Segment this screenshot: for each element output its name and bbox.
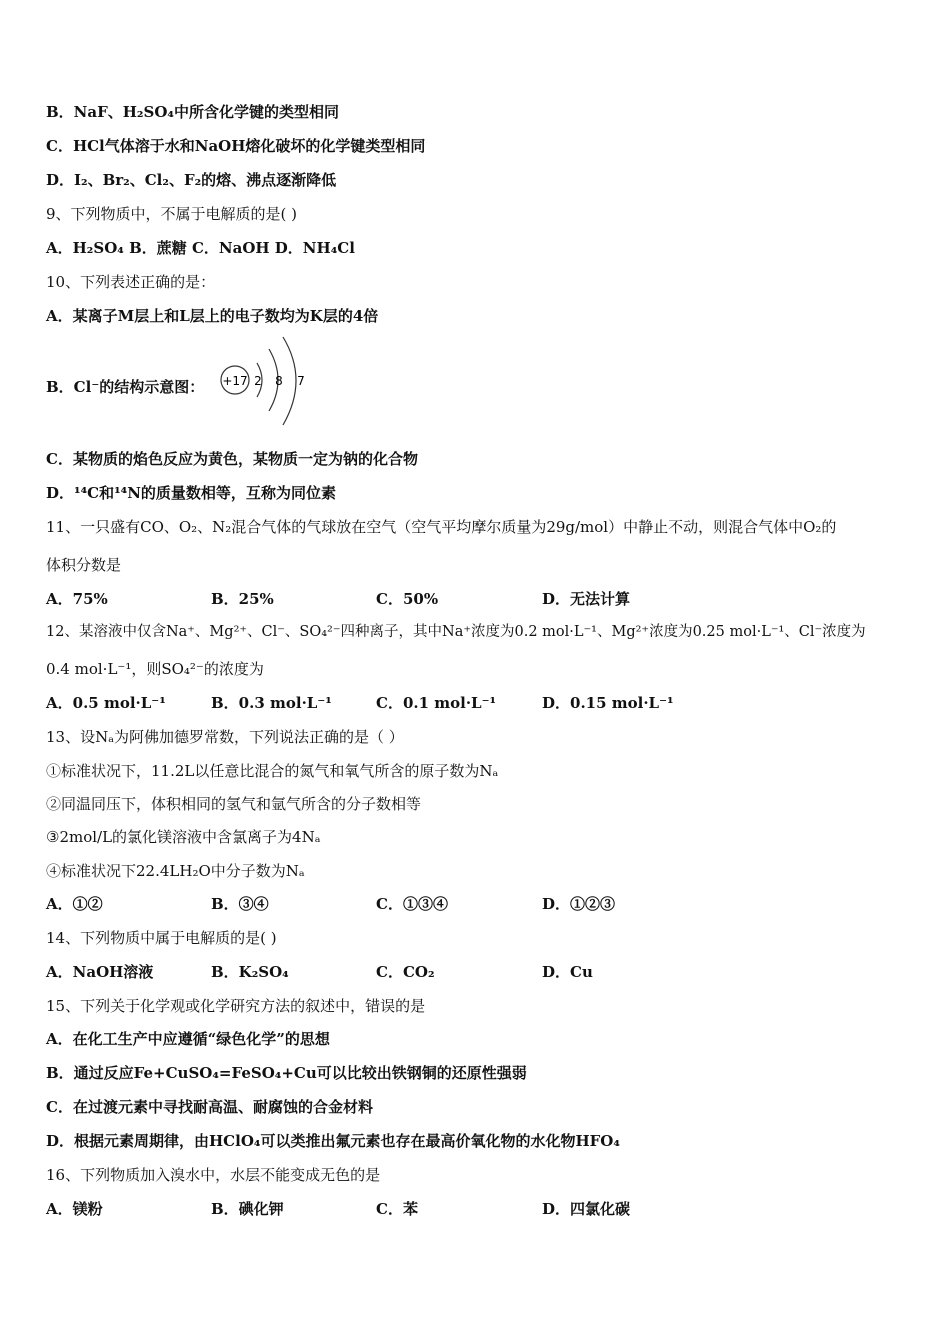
q13-statement-3: ③2mol/L的氯化镁溶液中含氯离子为4Nₐ: [46, 828, 321, 846]
q12-option-d: D．0.15 mol·L⁻¹: [542, 694, 674, 712]
q8-option-b: B．NaF、H₂SO₄中所含化学键的类型相同: [46, 103, 339, 121]
q12-option-c: C．0.1 mol·L⁻¹: [376, 694, 497, 712]
q11-stem-line2: 体积分数是: [46, 556, 122, 574]
q9-stem: 9、下列物质中，不属于电解质的是( ): [46, 205, 298, 223]
q12-stem-line1: 12、某溶液中仅含Na⁺、Mg²⁺、Cl⁻、SO₄²⁻四种离子，其中Na⁺浓度为0.2 mol·L⁻¹、Mg²⁺浓度为0.25 mol·L⁻¹、Cl⁻浓度为: [46, 624, 866, 640]
q12-stem-line2: 0.4 mol·L⁻¹，则SO₄²⁻的浓度为: [46, 660, 264, 678]
q13-option-c: C．①③④: [376, 895, 448, 913]
q16-stem: 16、下列物质加入溴水中，水层不能变成无色的是: [46, 1166, 381, 1184]
q8-option-d: D．I₂、Br₂、Cl₂、F₂的熔、沸点逐渐降低: [46, 171, 337, 189]
q14-option-d: D．Cu: [542, 963, 593, 981]
shell-electrons-3: 7: [297, 374, 305, 388]
q12-option-a: A．0.5 mol·L⁻¹: [46, 694, 166, 712]
q11-stem-line1: 11、一只盛有CO、O₂、N₂混合气体的气球放在空气（空气平均摩尔质量为29g/mol）中静止不动，则混合气体中O₂的: [46, 518, 837, 536]
q13-statement-4: ④标准状况下22.4LH₂O中分子数为Nₐ: [46, 862, 305, 880]
cl-ion-structure-diagram: [215, 335, 315, 427]
q14-option-c: C．CO₂: [376, 963, 435, 981]
q15-stem: 15、下列关于化学观或化学研究方法的叙述中，错误的是: [46, 997, 426, 1015]
q14-option-a: A．NaOH溶液: [46, 963, 154, 981]
q15-option-a: A．在化工生产中应遵循“绿色化学”的思想: [46, 1030, 330, 1048]
q11-option-a: A．75%: [46, 590, 108, 608]
q10-option-b: B．Cl⁻的结构示意图：: [46, 378, 205, 396]
q16-option-d: D．四氯化碳: [542, 1200, 631, 1218]
q13-option-a: A．①②: [46, 895, 103, 913]
q10-option-a: A．某离子M层上和L层上的电子数均为K层的4倍: [46, 307, 379, 325]
q14-stem: 14、下列物质中属于电解质的是( ): [46, 929, 277, 947]
q16-option-a: A．镁粉: [46, 1200, 103, 1218]
shell-arc-3: [283, 337, 296, 425]
q13-stem: 13、设Nₐ为阿佛加德罗常数，下列说法正确的是（ ）: [46, 728, 404, 746]
q12-option-b: B．0.3 mol·L⁻¹: [211, 694, 332, 712]
q8-option-c: C．HCl气体溶于水和NaOH熔化破坏的化学键类型相同: [46, 137, 426, 155]
q15-option-c: C．在过渡元素中寻找耐高温、耐腐蚀的合金材料: [46, 1098, 373, 1116]
q16-option-c: C．苯: [376, 1200, 418, 1218]
q14-option-b: B．K₂SO₄: [211, 963, 289, 981]
nucleus-charge: +17: [222, 374, 248, 388]
q10-option-c: C．某物质的焰色反应为黄色，某物质一定为钠的化合物: [46, 450, 418, 468]
q11-option-c: C．50%: [376, 590, 439, 608]
q13-option-d: D．①②③: [542, 895, 616, 913]
q15-option-b: B．通过反应Fe+CuSO₄=FeSO₄+Cu可以比较出铁钢铜的还原性强弱: [46, 1064, 527, 1082]
q15-option-d: D．根据元素周期律，由HClO₄可以类推出氟元素也存在最高价氧化物的水化物HFO₄: [46, 1132, 620, 1150]
q10-stem: 10、下列表述正确的是：: [46, 273, 216, 291]
q9-options: A．H₂SO₄ B．蔗糖 C．NaOH D．NH₄Cl: [46, 239, 355, 257]
q13-statement-2: ②同温同压下，体积相同的氢气和氩气所含的分子数相等: [46, 795, 422, 813]
q11-option-d: D．无法计算: [542, 590, 631, 608]
q13-option-b: B．③④: [211, 895, 269, 913]
q11-option-b: B．25%: [211, 590, 274, 608]
q10-option-d: D．¹⁴C和¹⁴N的质量数相等，互称为同位素: [46, 484, 336, 502]
q13-statement-1: ①标准状况下，11.2L以任意比混合的氮气和氧气所含的原子数为Nₐ: [46, 762, 499, 780]
shell-electrons-1: 2: [254, 374, 262, 388]
q16-option-b: B．碘化钾: [211, 1200, 284, 1218]
shell-electrons-2: 8: [275, 374, 283, 388]
